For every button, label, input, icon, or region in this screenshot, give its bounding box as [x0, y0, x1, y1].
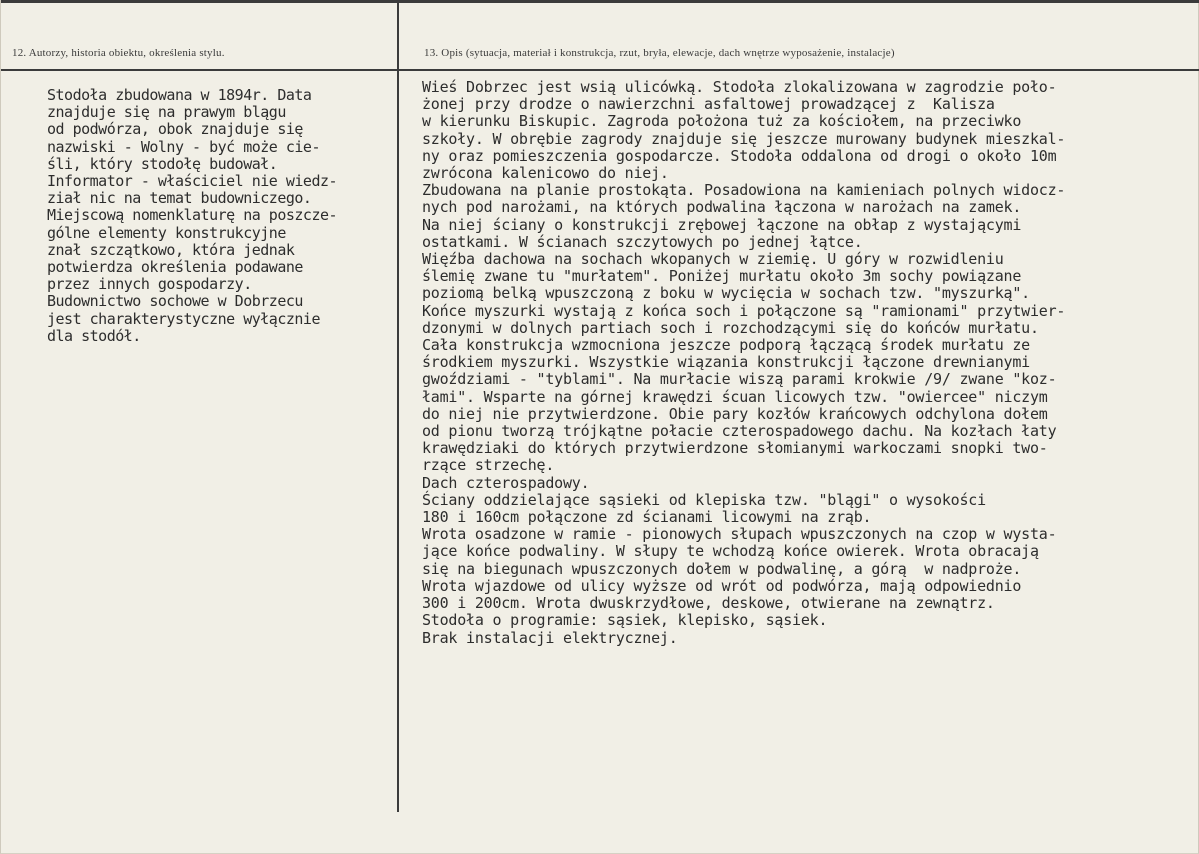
field-13-label: 13. Opis (sytuacja, materiał i konstrukcja, rzut, bryła, elewacje, dach wnętrze wyposażenie, instalacje): [424, 47, 895, 59]
description-text: Wieś Dobrzec jest wsią ulicówką. Stodoła zlokalizowana w zagrodzie poło- żonej przy drodze o nawierzchni asfaltowej prowadzącej z Kalisza w kierunku Biskupic. Zagroda położona tuż za kościołem, na przeciwko szkoły. W obrębie zagrody znajduje się jeszcze murowany budynek mieszkal- ny oraz pomieszczenia gospodarcze. Stodoła oddalona od drogi o około 10m zwrócona kalenicowo do niej. Zbudowana na planie prostokąta. Posadowiona na kamieniach polnych widocz- nych pod narożami, na których podwalina łączona w narożach na zamek. Na niej ściany o konstrukcji zrębowej łączone na obłap z wystającymi ostatkami. W ścianach szczytowych po jednej łątce. Więźba dachowa na sochach wkopanych w ziemię. U góry w rozwidleniu ślemię zwane tu "murłatem". Poniżej murłatu około 3m sochy powiązane poziomą belką wpuszczoną z boku w wycięcia w sochach tzw. "myszurką". Końce myszurki wystają z końca soch i połączone są "ramionami" przytwier- dzonymi w dolnych partiach soch i rozchodzącymi się do końców murłatu. Cała konstrukcja wzmocniona jeszcze podporą łączącą środek murłatu ze środkiem myszurki. Wszystkie wiązania konstrukcji łączone drewnianymi gwoździami - "tyblami". Na murłacie wiszą parami krokwie /9/ zwane "koz- łami". Wsparte na górnej krawędzi ścuan licowych tzw. "owiercee" niczym do niej nie przytwierdzone. Obie pary kozłów krańcowych odchylona dołem od pionu tworzą trójkątne połacie czterospadowego dachu. Na kozłach łaty krawędziaki do których przytwierdzone słomianymi warkoczami snopki two- rzące strzechę. Dach czterospadowy. Ściany oddzielające sąsieki od klepiska tzw. "blągi" o wysokości 180 i 160cm połączone zd ścianami licowymi na zrąb. Wrota osadzone w ramie - pionowych słupach wpuszczonych na czop w wysta- jące końce podwaliny. W słupy te wchodzą końce owierek. Wrota obracają się na biegunach wpuszczonych dołem w podwalinę, a górą w nadproże. Wrota wjazdowe od ulicy wyższe od wrót od podwórza, mają odpowiednio 300 i 200cm. Wrota dwuskrzydłowe, deskowe, otwierane na zewnątrz. Stodoła o programie: sąsiek, klepisko, sąsiek. Brak instalacji elektrycznej.: [422, 78, 1066, 647]
field-12-label: 12. Autorzy, historia obiektu, określenia stylu.: [12, 47, 225, 59]
header-divider-line: [1, 69, 1199, 71]
authors-history-text: Stodoła zbudowana w 1894r. Data znajduje się na prawym blągu od podwórza, obok znajduje się nazwiski - Wolny - być może cie- śli, który stodołę budował. Informator - właściciel nie wiedz- ział nic na temat budowniczego. Miejscową nomenklaturę na poszcze- gólne elementy konstrukcyjne znał szczątkowo, która jednak potwierdza określenia podawane przez innych gospodarzy. Budownictwo sochowe w Dobrzecu jest charakterystyczne wyłącznie dla stodół.: [47, 86, 338, 345]
column-divider-line: [397, 0, 399, 812]
top-border-line: [1, 0, 1199, 3]
